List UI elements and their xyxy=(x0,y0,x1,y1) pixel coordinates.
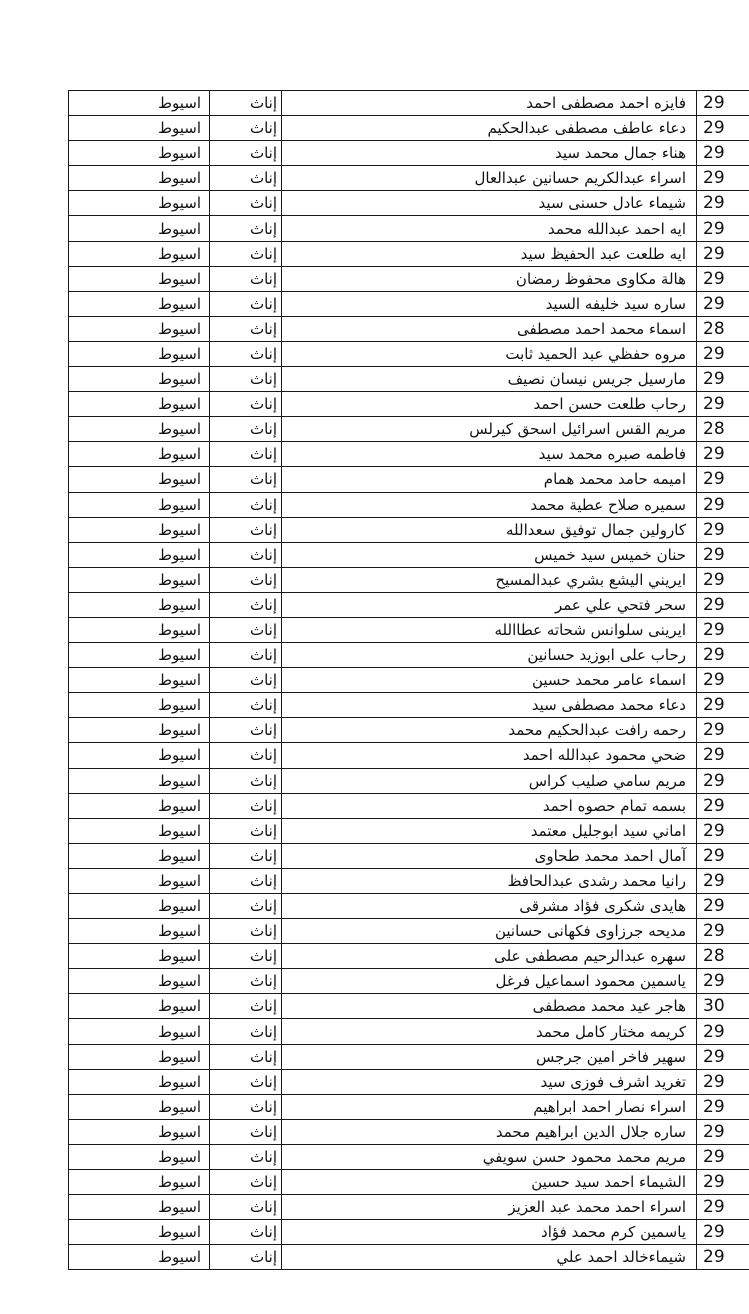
name-cell: هايدى شكرى فؤاد مشرقى xyxy=(282,894,697,919)
city-cell: اسيوط xyxy=(69,919,210,944)
gender-cell: إناث xyxy=(210,116,282,141)
city-cell: اسيوط xyxy=(69,944,210,969)
number-cell: 29 xyxy=(697,894,749,919)
name-cell: حنان خميس سيد خميس xyxy=(282,542,697,567)
table-row xyxy=(69,1119,749,1144)
table-row xyxy=(69,919,749,944)
city-cell: اسيوط xyxy=(69,467,210,492)
gender-cell: إناث xyxy=(210,944,282,969)
number-cell: 29 xyxy=(697,116,749,141)
number-cell: 29 xyxy=(697,843,749,868)
table-row xyxy=(69,994,749,1019)
gender-cell: إناث xyxy=(210,467,282,492)
name-cell: ساره جلال الدين ابراهيم محمد xyxy=(282,1119,697,1144)
number-cell: 29 xyxy=(697,617,749,642)
name-cell: رحاب على ابوزيد حسانين xyxy=(282,643,697,668)
name-cell: اسراء عبدالكريم حسانين عبدالعال xyxy=(282,166,697,191)
table-row xyxy=(69,1094,749,1119)
city-cell: اسيوط xyxy=(69,266,210,291)
table-row xyxy=(69,617,749,642)
name-cell: الشيماء احمد سيد حسين xyxy=(282,1170,697,1195)
gender-cell: إناث xyxy=(210,216,282,241)
gender-cell: إناث xyxy=(210,291,282,316)
table-row xyxy=(69,1019,749,1044)
gender-cell: إناث xyxy=(210,617,282,642)
number-cell: 29 xyxy=(697,216,749,241)
gender-cell: إناث xyxy=(210,91,282,116)
table-row xyxy=(69,1195,749,1220)
table-row xyxy=(69,417,749,442)
gender-cell: إناث xyxy=(210,1094,282,1119)
name-cell: هناء جمال محمد سيد xyxy=(282,141,697,166)
gender-cell: إناث xyxy=(210,542,282,567)
number-cell: 29 xyxy=(697,668,749,693)
number-cell: 29 xyxy=(697,1044,749,1069)
city-cell: اسيوط xyxy=(69,793,210,818)
gender-cell: إناث xyxy=(210,592,282,617)
city-cell: اسيوط xyxy=(69,1019,210,1044)
city-cell: اسيوط xyxy=(69,1220,210,1245)
number-cell: 29 xyxy=(697,392,749,417)
number-cell: 29 xyxy=(697,1220,749,1245)
table-row xyxy=(69,1044,749,1069)
number-cell: 29 xyxy=(697,467,749,492)
name-cell: ساره سيد خليفه السيد xyxy=(282,291,697,316)
number-cell: 29 xyxy=(697,266,749,291)
city-cell: اسيوط xyxy=(69,668,210,693)
table-row xyxy=(69,818,749,843)
number-cell: 29 xyxy=(697,818,749,843)
name-cell: سميره صلاح عطية محمد xyxy=(282,492,697,517)
name-cell: كارولين جمال توفيق سعدالله xyxy=(282,517,697,542)
number-cell: 29 xyxy=(697,693,749,718)
gender-cell: إناث xyxy=(210,1195,282,1220)
table-row xyxy=(69,116,749,141)
city-cell: اسيوط xyxy=(69,216,210,241)
city-cell: اسيوط xyxy=(69,166,210,191)
city-cell: اسيوط xyxy=(69,1094,210,1119)
number-cell: 29 xyxy=(697,1119,749,1144)
table-row xyxy=(69,367,749,392)
city-cell: اسيوط xyxy=(69,241,210,266)
name-cell: آمال احمد محمد طحاوى xyxy=(282,843,697,868)
number-cell: 29 xyxy=(697,1144,749,1169)
gender-cell: إناث xyxy=(210,643,282,668)
city-cell: اسيوط xyxy=(69,994,210,1019)
city-cell: اسيوط xyxy=(69,567,210,592)
gender-cell: إناث xyxy=(210,1144,282,1169)
city-cell: اسيوط xyxy=(69,517,210,542)
number-cell: 29 xyxy=(697,643,749,668)
table-row xyxy=(69,693,749,718)
gender-cell: إناث xyxy=(210,1044,282,1069)
city-cell: اسيوط xyxy=(69,341,210,366)
name-cell: سحر فتحي علي عمر xyxy=(282,592,697,617)
gender-cell: إناث xyxy=(210,141,282,166)
gender-cell: إناث xyxy=(210,868,282,893)
gender-cell: إناث xyxy=(210,1119,282,1144)
name-cell: تغريد اشرف فوزى سيد xyxy=(282,1069,697,1094)
gender-cell: إناث xyxy=(210,341,282,366)
number-cell: 29 xyxy=(697,718,749,743)
gender-cell: إناث xyxy=(210,241,282,266)
name-cell: اميمه حامد محمد همام xyxy=(282,467,697,492)
table-row xyxy=(69,1144,749,1169)
gender-cell: إناث xyxy=(210,442,282,467)
name-cell: شيماءخالد احمد علي xyxy=(282,1245,697,1270)
gender-cell: إناث xyxy=(210,392,282,417)
city-cell: اسيوط xyxy=(69,1069,210,1094)
city-cell: اسيوط xyxy=(69,643,210,668)
name-cell: مروه حفظي عبد الحميد ثابت xyxy=(282,341,697,366)
name-cell: رحمه رافت عبدالحكيم محمد xyxy=(282,718,697,743)
table-row xyxy=(69,166,749,191)
number-cell: 29 xyxy=(697,1195,749,1220)
city-cell: اسيوط xyxy=(69,894,210,919)
name-cell: اسراء نصار احمد ابراهيم xyxy=(282,1094,697,1119)
table-row xyxy=(69,592,749,617)
gender-cell: إناث xyxy=(210,894,282,919)
city-cell: اسيوط xyxy=(69,1144,210,1169)
city-cell: اسيوط xyxy=(69,492,210,517)
gender-cell: إناث xyxy=(210,668,282,693)
table-row xyxy=(69,1069,749,1094)
city-cell: اسيوط xyxy=(69,768,210,793)
table-row xyxy=(69,793,749,818)
number-cell: 29 xyxy=(697,1069,749,1094)
name-cell: هاجر عيد محمد مصطفى xyxy=(282,994,697,1019)
name-cell: اسماء محمد احمد مصطفى xyxy=(282,316,697,341)
gender-cell: إناث xyxy=(210,994,282,1019)
city-cell: اسيوط xyxy=(69,442,210,467)
name-cell: سهير فاخر امين جرجس xyxy=(282,1044,697,1069)
gender-cell: إناث xyxy=(210,743,282,768)
name-cell: سهره عبدالرحيم مصطفى على xyxy=(282,944,697,969)
name-cell: مريم محمد محمود حسن سويفي xyxy=(282,1144,697,1169)
gender-cell: إناث xyxy=(210,567,282,592)
gender-cell: إناث xyxy=(210,316,282,341)
name-cell: اسماء عامر محمد حسين xyxy=(282,668,697,693)
city-cell: اسيوط xyxy=(69,1119,210,1144)
table-row xyxy=(69,517,749,542)
city-cell: اسيوط xyxy=(69,1195,210,1220)
table-row xyxy=(69,1220,749,1245)
number-cell: 29 xyxy=(697,919,749,944)
name-cell: مديحه جرزاوى فكهانى حسانين xyxy=(282,919,697,944)
gender-cell: إناث xyxy=(210,1170,282,1195)
gender-cell: إناث xyxy=(210,718,282,743)
table-row xyxy=(69,341,749,366)
number-cell: 29 xyxy=(697,191,749,216)
table-row xyxy=(69,392,749,417)
records-table-body xyxy=(69,91,749,1270)
gender-cell: إناث xyxy=(210,793,282,818)
number-cell: 29 xyxy=(697,793,749,818)
gender-cell: إناث xyxy=(210,166,282,191)
city-cell: اسيوط xyxy=(69,868,210,893)
gender-cell: إناث xyxy=(210,843,282,868)
name-cell: اسراء احمد محمد عبد العزيز xyxy=(282,1195,697,1220)
name-cell: هالة مكاوى محفوظ رمضان xyxy=(282,266,697,291)
number-cell: 29 xyxy=(697,868,749,893)
number-cell: 29 xyxy=(697,542,749,567)
number-cell: 29 xyxy=(697,517,749,542)
gender-cell: إناث xyxy=(210,191,282,216)
number-cell: 29 xyxy=(697,1170,749,1195)
name-cell: مارسيل جريس نيسان نصيف xyxy=(282,367,697,392)
table-row xyxy=(69,316,749,341)
name-cell: ياسمين محمود اسماعيل فرغل xyxy=(282,969,697,994)
table-row xyxy=(69,1170,749,1195)
city-cell: اسيوط xyxy=(69,818,210,843)
number-cell: 29 xyxy=(697,1094,749,1119)
table-row xyxy=(69,216,749,241)
gender-cell: إناث xyxy=(210,768,282,793)
table-row xyxy=(69,1245,749,1270)
table-row xyxy=(69,492,749,517)
records-table xyxy=(68,90,749,1270)
table-row xyxy=(69,894,749,919)
gender-cell: إناث xyxy=(210,919,282,944)
table-row xyxy=(69,542,749,567)
number-cell: 29 xyxy=(697,442,749,467)
gender-cell: إناث xyxy=(210,693,282,718)
gender-cell: إناث xyxy=(210,517,282,542)
table-row xyxy=(69,567,749,592)
name-cell: فاطمه صبره محمد سيد xyxy=(282,442,697,467)
table-row xyxy=(69,743,749,768)
table-row xyxy=(69,668,749,693)
table-row xyxy=(69,969,749,994)
number-cell: 29 xyxy=(697,1019,749,1044)
name-cell: رحاب طلعت حسن احمد xyxy=(282,392,697,417)
number-cell: 29 xyxy=(697,492,749,517)
number-cell: 29 xyxy=(697,969,749,994)
table-row xyxy=(69,843,749,868)
gender-cell: إناث xyxy=(210,266,282,291)
city-cell: اسيوط xyxy=(69,743,210,768)
table-row xyxy=(69,944,749,969)
table-row xyxy=(69,266,749,291)
number-cell: 29 xyxy=(697,768,749,793)
number-cell: 29 xyxy=(697,567,749,592)
name-cell: ايه طلعت عبد الحفيظ سيد xyxy=(282,241,697,266)
gender-cell: إناث xyxy=(210,818,282,843)
gender-cell: إناث xyxy=(210,1220,282,1245)
city-cell: اسيوط xyxy=(69,91,210,116)
table-row xyxy=(69,241,749,266)
name-cell: ايرينى سلوانس شحاته عطاالله xyxy=(282,617,697,642)
city-cell: اسيوط xyxy=(69,367,210,392)
number-cell: 29 xyxy=(697,743,749,768)
name-cell: كريمه مختار كامل محمد xyxy=(282,1019,697,1044)
city-cell: اسيوط xyxy=(69,1044,210,1069)
table-row xyxy=(69,768,749,793)
city-cell: اسيوط xyxy=(69,116,210,141)
city-cell: اسيوط xyxy=(69,693,210,718)
table-row xyxy=(69,191,749,216)
number-cell: 29 xyxy=(697,1245,749,1270)
number-cell: 29 xyxy=(697,166,749,191)
table-row xyxy=(69,141,749,166)
name-cell: دعاء محمد مصطفى سيد xyxy=(282,693,697,718)
gender-cell: إناث xyxy=(210,969,282,994)
table-row xyxy=(69,718,749,743)
city-cell: اسيوط xyxy=(69,617,210,642)
table-row xyxy=(69,291,749,316)
number-cell: 30 xyxy=(697,994,749,1019)
number-cell: 29 xyxy=(697,592,749,617)
number-cell: 28 xyxy=(697,417,749,442)
city-cell: اسيوط xyxy=(69,1170,210,1195)
number-cell: 29 xyxy=(697,341,749,366)
name-cell: مريم القس اسرائيل اسحق كيرلس xyxy=(282,417,697,442)
table-row xyxy=(69,643,749,668)
city-cell: اسيوط xyxy=(69,1245,210,1270)
gender-cell: إناث xyxy=(210,1245,282,1270)
city-cell: اسيوط xyxy=(69,316,210,341)
gender-cell: إناث xyxy=(210,1069,282,1094)
city-cell: اسيوط xyxy=(69,718,210,743)
number-cell: 28 xyxy=(697,316,749,341)
name-cell: ضحي محمود عبدالله احمد xyxy=(282,743,697,768)
city-cell: اسيوط xyxy=(69,592,210,617)
city-cell: اسيوط xyxy=(69,291,210,316)
table-row xyxy=(69,91,749,116)
city-cell: اسيوط xyxy=(69,417,210,442)
number-cell: 29 xyxy=(697,241,749,266)
gender-cell: إناث xyxy=(210,417,282,442)
name-cell: رانيا محمد رشدى عبدالحافظ xyxy=(282,868,697,893)
name-cell: ايه احمد عبدالله محمد xyxy=(282,216,697,241)
number-cell: 28 xyxy=(697,944,749,969)
name-cell: شيماء عادل حسنى سيد xyxy=(282,191,697,216)
city-cell: اسيوط xyxy=(69,542,210,567)
name-cell: دعاء عاطف مصطفى عبدالحكيم xyxy=(282,116,697,141)
name-cell: فايزه احمد مصطفى احمد xyxy=(282,91,697,116)
city-cell: اسيوط xyxy=(69,843,210,868)
name-cell: ياسمين كرم محمد فؤاد xyxy=(282,1220,697,1245)
number-cell: 29 xyxy=(697,367,749,392)
table-row xyxy=(69,467,749,492)
name-cell: مريم سامي صليب كراس xyxy=(282,768,697,793)
gender-cell: إناث xyxy=(210,367,282,392)
name-cell: بسمه تمام حصوه احمد xyxy=(282,793,697,818)
city-cell: اسيوط xyxy=(69,191,210,216)
city-cell: اسيوط xyxy=(69,141,210,166)
name-cell: اماني سيد ابوجليل معتمد xyxy=(282,818,697,843)
number-cell: 29 xyxy=(697,291,749,316)
gender-cell: إناث xyxy=(210,1019,282,1044)
gender-cell: إناث xyxy=(210,492,282,517)
name-cell: ايريني اليشع بشري عبدالمسيح xyxy=(282,567,697,592)
city-cell: اسيوط xyxy=(69,392,210,417)
table-row xyxy=(69,868,749,893)
number-cell: 29 xyxy=(697,91,749,116)
table-row xyxy=(69,442,749,467)
city-cell: اسيوط xyxy=(69,969,210,994)
number-cell: 29 xyxy=(697,141,749,166)
